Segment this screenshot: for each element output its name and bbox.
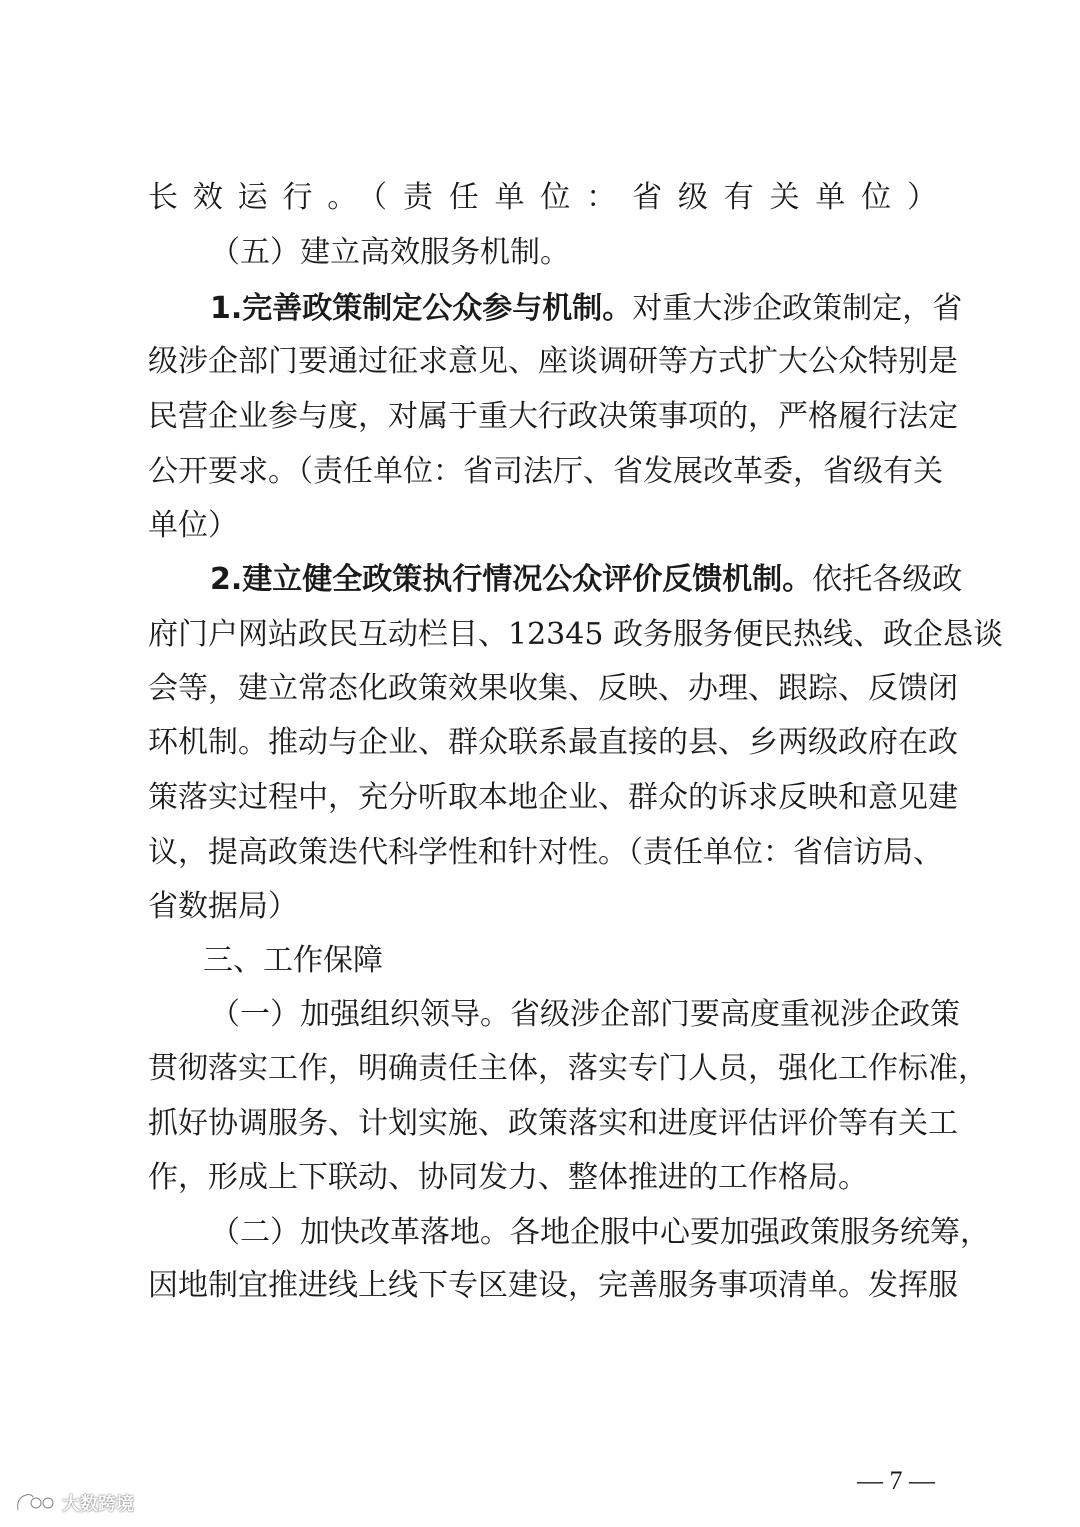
- text-line: [148, 661, 958, 717]
- watermark-text: 大数跨境: [62, 1494, 134, 1515]
- text-line: [148, 1205, 990, 1261]
- body-text: 依托各级政: [812, 562, 963, 597]
- text-line: [148, 1150, 938, 1206]
- text-line: [148, 498, 938, 554]
- body-text: 民营企业参与度，对属于重大行政决策事项的，严格履行法定: [148, 399, 958, 434]
- subsection-title: （二）加快改革落地。: [210, 1215, 510, 1250]
- body-text: 策落实过程中，充分听取本地企业、群众的诉求反映和意见建: [148, 780, 958, 815]
- body-text: 公开要求。: [148, 454, 298, 489]
- text-line: [148, 170, 938, 226]
- body-text: 作，形成上下联动、协同发力、整体推进的工作格局。: [148, 1160, 868, 1195]
- text-line: [148, 879, 938, 935]
- body-text: 环机制。推动与企业、群众联系最直接的县、乡两级政府在政: [148, 725, 958, 760]
- section-heading: [148, 225, 938, 281]
- text-line: [148, 1041, 988, 1097]
- body-text: 议，提高政策迭代科学性和针对性。: [148, 835, 628, 870]
- body-text: 贯彻落实工作，明确责任主体，落实专门人员，强化工作标准，: [148, 1051, 988, 1086]
- section-title: （五）建立高效服务机制。: [210, 235, 570, 270]
- text-line: [148, 389, 958, 445]
- responsibility-note: （责任单位：省级有关单位）: [372, 180, 939, 215]
- body-text: 府门户网站政民互动栏目、12345 政务服务便民热线、政企恳谈: [148, 617, 1003, 652]
- body-text: 各地企服中心要加强政策服务统筹，: [510, 1215, 990, 1250]
- text-line: [148, 334, 958, 390]
- text-line: [148, 281, 963, 337]
- body-text: 会等，建立常态化政策效果收集、反映、办理、跟踪、反馈闭: [148, 671, 958, 706]
- responsibility-note: （责任单位：省司法厅、省发展改革委，省级有关: [298, 454, 943, 489]
- subsection-title: （一）加强组织领导。: [210, 997, 510, 1032]
- watermark: [14, 1490, 134, 1516]
- responsibility-note: 单位）: [148, 508, 238, 543]
- text-line: [148, 552, 963, 608]
- text-line: [148, 1258, 958, 1314]
- text-line: [148, 715, 958, 771]
- body-text: 省级涉企部门要高度重视涉企政策: [510, 997, 960, 1032]
- responsibility-note: （责任单位：省信访局、: [628, 835, 943, 870]
- body-text: 对重大涉企政策制定，省: [632, 291, 963, 326]
- page-number: — 7 —: [857, 1466, 935, 1495]
- chapter-title: 三、工作保障: [203, 943, 383, 978]
- logo-icon: [14, 1490, 56, 1516]
- text-line: [148, 770, 958, 826]
- body-text: 因地制宜推进线上线下专区建设，完善服务事项清单。发挥服: [148, 1268, 958, 1303]
- chapter-heading: [148, 933, 938, 989]
- text-line: [148, 825, 943, 881]
- text-line: [148, 444, 943, 500]
- item-title: 2.建立健全政策执行情况公众评价反馈机制。: [210, 562, 813, 597]
- item-title: 1.完善政策制定公众参与机制。: [210, 291, 633, 326]
- responsibility-note: 省数据局）: [148, 889, 298, 924]
- body-text: 级涉企部门要通过征求意见、座谈调研等方式扩大公众特别是: [148, 344, 958, 379]
- body-text: 长效运行。: [148, 180, 373, 215]
- text-line: [148, 607, 1003, 663]
- text-line: [148, 987, 960, 1043]
- body-text: 抓好协调服务、计划实施、政策落实和进度评估评价等有关工: [148, 1106, 958, 1141]
- text-line: [148, 1096, 958, 1152]
